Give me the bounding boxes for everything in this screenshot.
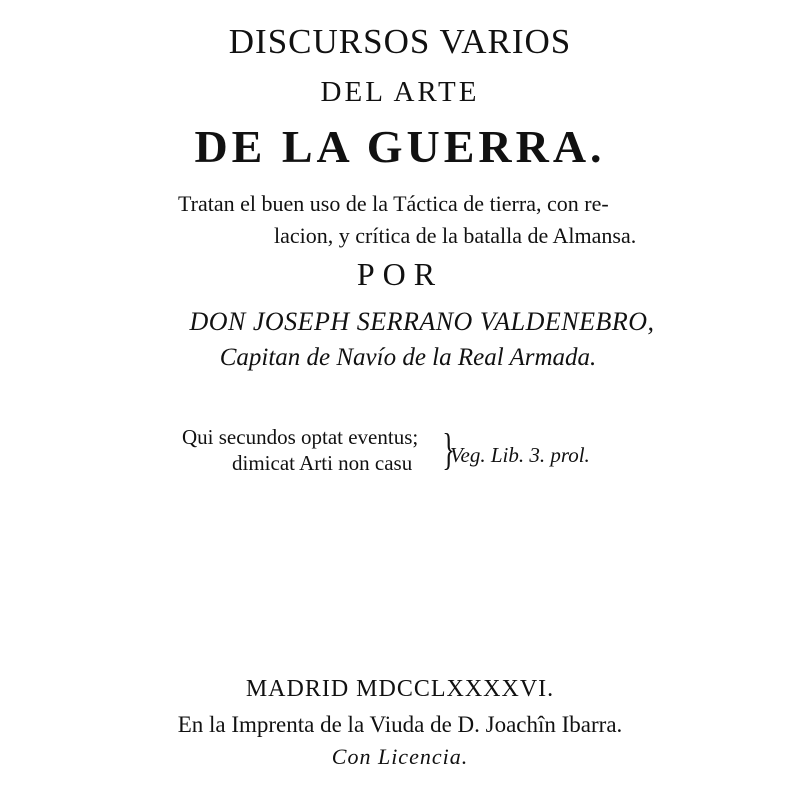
title-line-1: DISCURSOS VARIOS [228,22,572,61]
imprint-license: Con Licencia. [331,744,469,769]
title-line-3: DE LA GUERRA. [194,121,606,172]
imprint-place-date: MADRID MDCCLXXXXVI. [245,676,555,702]
title-line-2: DEL ARTE [320,76,480,108]
author-title: Capitan de Navío de la Real Armada. [219,344,597,371]
epigraph-line-2: dimicat Arti non casu [232,451,413,475]
epigraph-citation: Veg. Lib. 3. prol. [450,443,590,467]
description-line-2: lacion, y crítica de la batalla de Almansa. [274,223,637,248]
epigraph-brace: } [442,425,455,474]
description [178,188,638,252]
by-line: POR [356,256,444,292]
description-line-1: Tratan el buen uso de la Táctica de tierra, con re- [178,191,609,216]
epigraph-line-1: Qui secundos optat eventus; [182,425,419,449]
author-name: DON JOSEPH SERRANO VALDENEBRO, [189,307,655,336]
imprint-printer: En la Imprenta de la Viuda de D. Joachîn Ibarra. [177,712,623,737]
